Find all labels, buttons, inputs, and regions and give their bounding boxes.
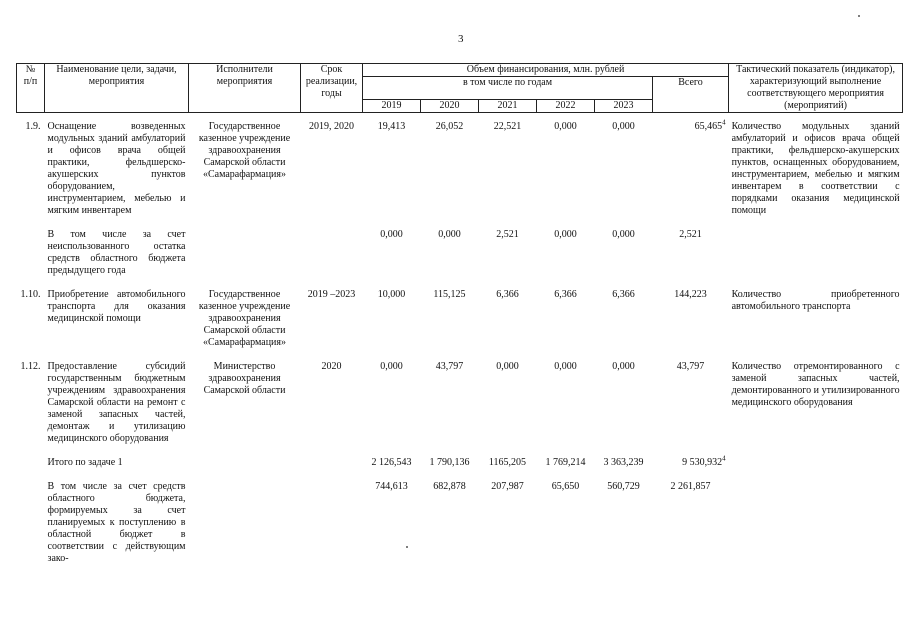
row-value-2022: 0,000 [554, 229, 577, 240]
footnote-mark: 4 [722, 118, 726, 127]
table-body [17, 113, 903, 566]
row-value-2020: 26,052 [435, 121, 464, 132]
header-year: 2020 [421, 100, 479, 113]
header-executors: Исполнители мероприятия [189, 64, 301, 113]
footnote-mark: 4 [722, 454, 726, 463]
row-value-2021: 2,521 [496, 229, 519, 240]
row-name: Предоставление субсидий государственным бюджетным учреждениям здравоохранения Самарской области на ремонт с заменой запасных частей, демонтаж и утилизацию медицинского оборудования [47, 361, 186, 444]
row-value-2023: 0,000 [612, 361, 635, 372]
row-name: В том числе за счет неиспользованного остатка средств областного бюджета предыдущего года [47, 229, 186, 276]
row-value-2022: 65,650 [551, 481, 580, 492]
row-term: 2019, 2020 [309, 121, 354, 132]
row-indicator [729, 229, 903, 277]
header-year: 2021 [479, 100, 537, 113]
row-value-2019: 10,000 [377, 289, 406, 300]
row-executor [189, 457, 301, 469]
row-executor [189, 481, 301, 565]
row-total: 2,521 [679, 229, 702, 240]
header-term: Срок реализации, годы [301, 64, 363, 113]
header-year: 2022 [537, 100, 595, 113]
page-number: 3 [458, 33, 464, 45]
row-value-2023: 560,729 [607, 481, 640, 492]
row-number [17, 229, 45, 277]
row-value-2019: 0,000 [380, 361, 403, 372]
row-total-value: 65,465 [694, 121, 723, 132]
row-executor [189, 229, 301, 277]
row-total [653, 118, 729, 217]
table-row [17, 289, 903, 349]
table-row [17, 481, 903, 565]
row-value-2023: 6,366 [612, 289, 635, 300]
header-indicator: Тактический показатель (индикатор), характеризующий выполнение соответствующего мероприятия (мероприятий) [729, 64, 903, 113]
budget-table-container [16, 63, 902, 565]
table-row-total [17, 457, 903, 469]
row-term: 2020 [321, 361, 342, 372]
row-value-2020: 0,000 [438, 229, 461, 240]
header-year: 2023 [595, 100, 653, 113]
row-total-value: 9 530,932 [682, 457, 723, 468]
row-value-2022: 6,366 [554, 289, 577, 300]
row-value-2020: 115,125 [433, 289, 466, 300]
row-value-2022: 0,000 [554, 361, 577, 372]
table-header [17, 64, 903, 113]
row-term [301, 481, 363, 565]
row-value-2022: 0,000 [554, 121, 577, 132]
row-value-2021: 1165,205 [488, 457, 527, 468]
table-row [17, 361, 903, 445]
row-executor: Министерство здравоохранения Самарской области [203, 361, 286, 396]
row-value-2019: 0,000 [380, 229, 403, 240]
row-indicator: Количество отремонтированного с заменой запасных частей, демонтированного и утилизированного медицинского оборудования [731, 361, 900, 408]
row-number: 1.10. [20, 289, 41, 300]
row-value-2023: 0,000 [612, 229, 635, 240]
row-name: Итого по задаче 1 [47, 457, 123, 468]
row-value-2019: 744,613 [375, 481, 408, 492]
row-indicator: Количество приобретенного автомобильного транспорта [731, 289, 900, 312]
header-funding: Объем финансирования, млн. рублей [363, 64, 729, 77]
header-total: Всего [653, 77, 729, 113]
row-number [17, 457, 45, 469]
row-name: Оснащение возведенных модульных зданий амбулаторий и офисов врача общей практики, фельдшерско-акушерских пунктов оборудованием, инструментарием, мебелью и мягким инвентарем [47, 121, 186, 216]
row-value-2023: 3 363,239 [603, 457, 644, 468]
row-value-2020: 682,878 [433, 481, 466, 492]
row-value-2020: 43,797 [435, 361, 464, 372]
scan-speck [406, 546, 408, 548]
row-value-2021: 22,521 [493, 121, 522, 132]
row-term [301, 457, 363, 469]
row-value-2023: 0,000 [612, 121, 635, 132]
header-name: Наименование цели, задачи, мероприятия [45, 64, 189, 113]
table-row [17, 121, 903, 217]
row-indicator [729, 481, 903, 565]
row-executor: Государственное казенное учреждение здравоохранения Самарской области «Самарафармация» [198, 289, 291, 348]
header-no: № п/п [17, 64, 45, 113]
row-term [301, 229, 363, 277]
table-row [17, 229, 903, 277]
header-year: 2019 [363, 100, 421, 113]
row-number [17, 481, 45, 565]
row-value-2022: 1 769,214 [545, 457, 586, 468]
row-total: 43,797 [676, 361, 705, 372]
row-value-2021: 207,987 [491, 481, 524, 492]
row-value-2019: 19,413 [377, 121, 406, 132]
row-value-2021: 0,000 [496, 361, 519, 372]
row-number: 1.12. [20, 361, 41, 372]
row-executor: Государственное казенное учреждение здравоохранения Самарской области «Самарафармация» [198, 121, 291, 180]
row-value-2019: 2 126,543 [371, 457, 412, 468]
row-value-2020: 1 790,136 [429, 457, 470, 468]
budget-table [16, 63, 903, 565]
row-total: 144,223 [674, 289, 707, 300]
row-value-2021: 6,366 [496, 289, 519, 300]
row-total: 2 261,857 [670, 481, 711, 492]
row-total [653, 454, 729, 469]
row-number: 1.9. [25, 121, 41, 132]
row-name: Приобретение автомобильного транспорта для оказания медицинской помощи [47, 289, 186, 324]
row-term: 2019 –2023 [307, 289, 356, 300]
row-indicator: Количество модульных зданий амбулаторий и офисов врача общей практики, фельдшерско-акушерских пунктов, оснащенных оборудованием, инструментарием, мебелью и мягким инвентарем в соответствии с порядками оказания медицинской помощи [731, 121, 900, 216]
header-by-years: в том числе по годам [363, 77, 653, 100]
scan-speck [858, 15, 860, 17]
row-indicator [729, 457, 903, 469]
row-name: В том числе за счет средств областного бюджета, формируемых за счет планируемых к поступлению в областной бюджет в соответствии с действующим зако- [47, 481, 186, 564]
